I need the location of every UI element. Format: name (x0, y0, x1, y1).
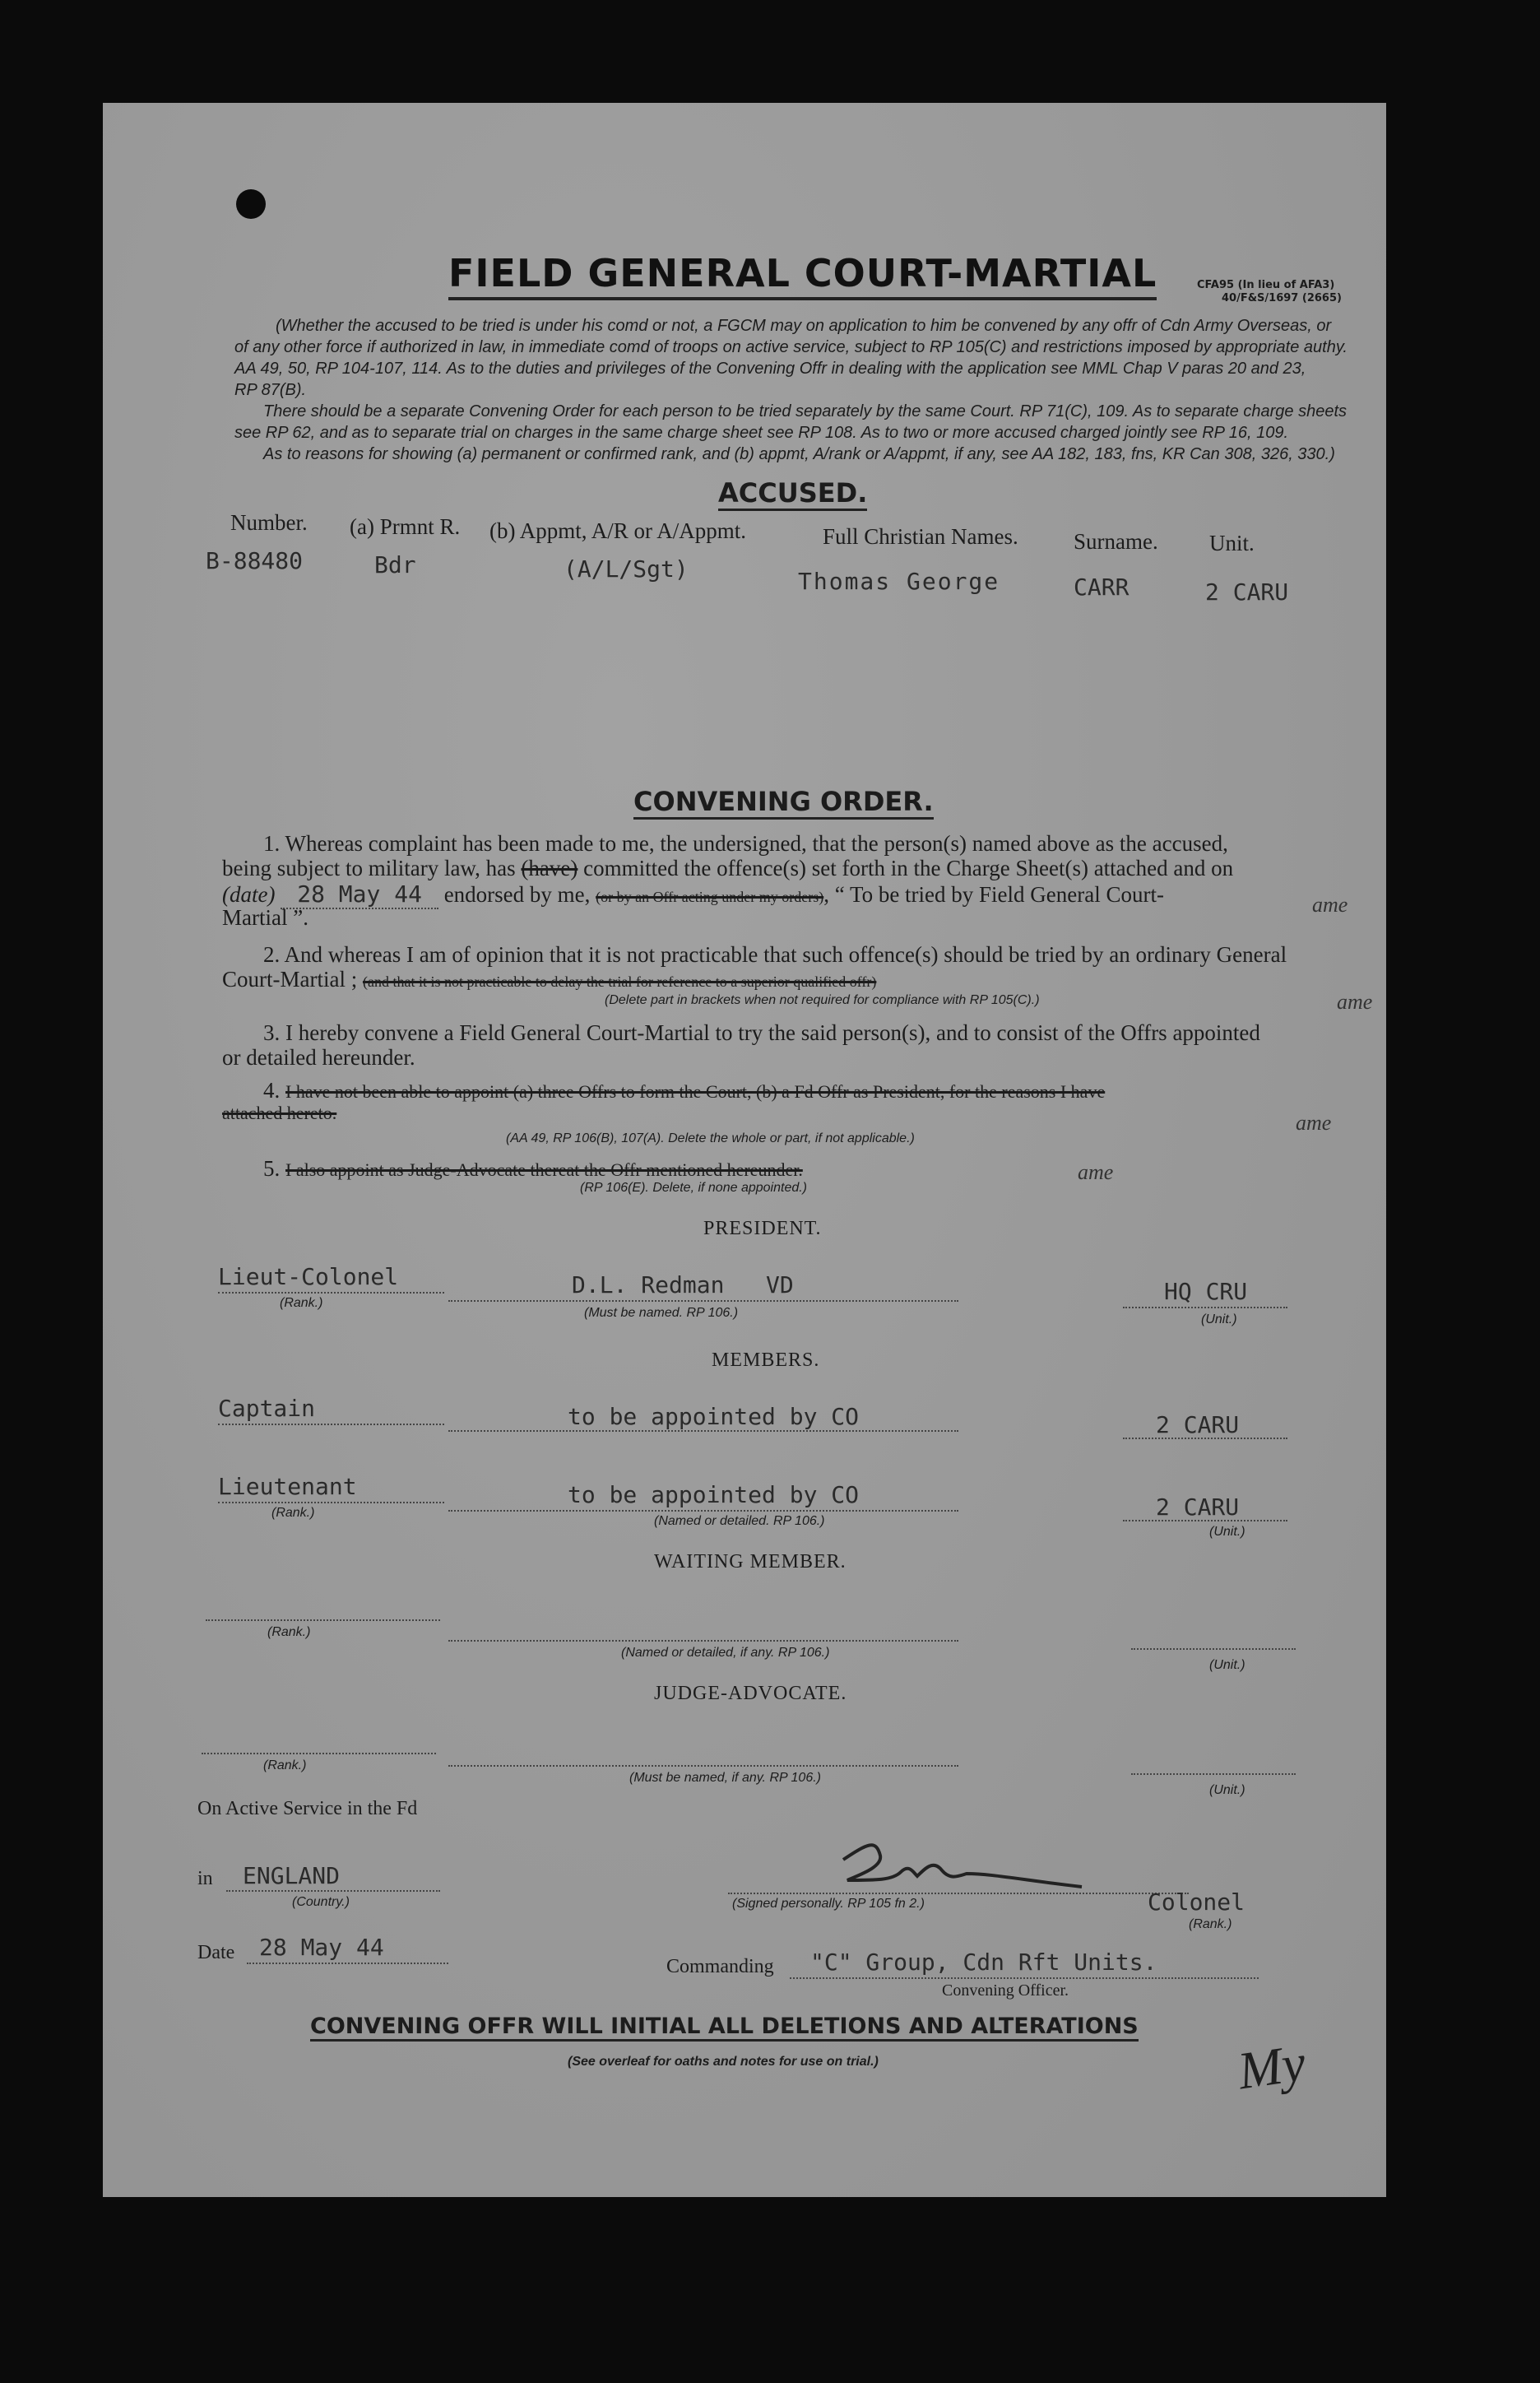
dotted-line (218, 1292, 444, 1294)
country-label: (Country.) (292, 1895, 350, 1909)
para-4-note: (AA 49, RP 106(B), 107(A). Delete the whole or part, if not applicable.) (506, 1131, 915, 1145)
members-heading: MEMBERS. (712, 1349, 820, 1371)
dotted-line (202, 1753, 436, 1754)
dotted-line (1131, 1773, 1296, 1775)
para-2-note: (Delete part in brackets when not required for compliance with RP 105(C).) (605, 993, 1040, 1007)
col-surname: Surname. (1074, 529, 1158, 554)
dotted-line (1123, 1520, 1287, 1521)
accused-surname: CARR (1074, 574, 1129, 601)
note-line: As to reasons for showing (a) permanent or confirmed rank, and (b) appmt, A/rank or A/appmt, if any, see AA 182, 183, fns, KR Can 308, 326, 330.) (263, 445, 1335, 463)
document-page (103, 103, 1386, 2197)
convening-heading: CONVENING ORDER. (633, 786, 934, 820)
para-4-number: 4. (263, 1078, 281, 1103)
initials-mark: ame (1337, 990, 1373, 1014)
para-1-line: Martial ”. (222, 905, 308, 930)
in-label: in (197, 1868, 213, 1889)
dotted-line (226, 1890, 440, 1892)
date-label: Date (197, 1942, 235, 1963)
para-1-text: endorsed by me, (443, 882, 591, 907)
accused-unit: 2 CARU (1205, 578, 1289, 606)
struck-text: attached hereto. (222, 1103, 337, 1123)
waiting-member-heading: WAITING MEMBER. (654, 1551, 847, 1572)
convening-officer-label: Convening Officer. (942, 1981, 1069, 2000)
para-3-line: or detailed hereunder. (222, 1045, 415, 1070)
para-4-line (263, 1078, 1105, 1103)
initials-mark: ame (1312, 893, 1348, 917)
signer-rank: Colonel (1148, 1888, 1245, 1916)
rank-label: (Rank.) (280, 1296, 323, 1310)
unit-label: (Unit.) (1201, 1312, 1237, 1326)
note-line: RP 87(B). (234, 381, 307, 399)
col-number: Number. (230, 510, 308, 535)
accused-heading: ACCUSED. (718, 477, 867, 511)
rank-label: (Rank.) (271, 1506, 315, 1520)
note-line: of any other force if authorized in law, in immediate comd of troops on active service, subject to RP 105(C) and restrictions imposed by appropriate authy. (234, 338, 1348, 356)
para-2-line (222, 967, 876, 992)
name-label: (Must be named, if any. RP 106.) (629, 1771, 821, 1785)
margin-initials: My (1234, 2032, 1310, 2101)
judge-advocate-heading: JUDGE-ADVOCATE. (654, 1683, 847, 1704)
form-code-2: 40/F&S/1697 (2665) (1222, 292, 1342, 304)
punch-hole (236, 189, 266, 219)
member-2-unit: 2 CARU (1156, 1493, 1240, 1521)
dotted-line (218, 1424, 444, 1425)
dotted-line (448, 1300, 958, 1302)
member-1-unit: 2 CARU (1156, 1411, 1240, 1438)
col-unit: Unit. (1209, 531, 1255, 555)
para-1-line: 1. Whereas complaint has been made to me, the undersigned, that the person(s) named above as the accused, (263, 831, 1228, 856)
col-christian-names: Full Christian Names. (823, 524, 1018, 549)
dotted-line (1123, 1438, 1287, 1439)
accused-number: B-88480 (206, 547, 304, 574)
para-5-number: 5. (263, 1156, 281, 1181)
initial-warning: CONVENING OFFR WILL INITIAL ALL DELETIONS AND ALTERATIONS (310, 2014, 1139, 2042)
para-3-line: 3. I hereby convene a Field General Court-Martial to try the said person(s), and to consist of the Offrs appointed (263, 1020, 1260, 1045)
dotted-line (448, 1510, 958, 1512)
para-1-text: committed the offence(s) set forth in the Charge Sheet(s) attached and on (583, 856, 1234, 880)
struck-text: I also appoint as Judge-Advocate thereat the Offr mentioned hereunder. (285, 1159, 803, 1180)
para-1-text: , “ To be tried by Field General Court- (823, 882, 1164, 907)
accused-christian-names: Thomas George (798, 568, 1000, 595)
country-value: ENGLAND (243, 1862, 341, 1889)
dotted-line (728, 1893, 1189, 1894)
charge-date: 28 May 44 (281, 880, 438, 909)
signed-label: (Signed personally. RP 105 fn 2.) (732, 1897, 925, 1911)
commanding-label: Commanding (666, 1956, 774, 1977)
active-service-text: On Active Service in the Fd (197, 1798, 418, 1819)
para-1-line (222, 880, 1164, 908)
note-line: There should be a separate Convening Order for each person to be tried separately by the same Court. RP 71(C), 109. As to separate charge sheets (263, 402, 1348, 420)
dotted-line (247, 1963, 448, 1964)
accused-prmnt-rank: Bdr (374, 551, 416, 578)
struck-text: (and that it is not practicable to delay the trial for reference to a superior qualified offr) (362, 973, 877, 990)
para-1-line (222, 856, 1233, 881)
name-label: (Named or detailed. RP 106.) (654, 1514, 825, 1528)
struck-text: (have) (521, 856, 578, 880)
note-line: see RP 62, and as to separate trial on charges in the same charge sheet see RP 108. As to two or more accused charged jointly see RP 16, 109. (234, 424, 1289, 442)
para-2-text: Court-Martial ; (222, 967, 358, 992)
dotted-line (1123, 1307, 1287, 1308)
president-name: D.L. Redman VD (572, 1271, 794, 1298)
para-1-text: being subject to military law, has (222, 856, 516, 880)
rank-label: (Rank.) (267, 1625, 311, 1639)
unit-label: (Unit.) (1209, 1658, 1245, 1672)
date-label: (date) (222, 882, 276, 907)
president-unit: HQ CRU (1164, 1278, 1248, 1305)
dotted-line (790, 1977, 1259, 1979)
member-1-name: to be appointed by CO (568, 1403, 860, 1430)
dotted-line (448, 1640, 958, 1642)
struck-text: (or by an Offr acting under my orders) (596, 889, 824, 905)
name-label: (Named or detailed, if any. RP 106.) (621, 1646, 830, 1660)
initials-mark: ame (1296, 1111, 1332, 1135)
note-line: AA 49, 50, RP 104-107, 114. As to the duties and privileges of the Convening Offr in dealing with the application see MML Chap V paras 20 and 23, (234, 360, 1306, 378)
dotted-line (448, 1430, 958, 1432)
signer-rank-label: (Rank.) (1189, 1917, 1232, 1931)
form-title: FIELD GENERAL COURT-MARTIAL (448, 251, 1157, 300)
para-5-note: (RP 106(E). Delete, if none appointed.) (580, 1181, 808, 1195)
dotted-line (206, 1619, 440, 1621)
form-code: CFA95 (In lieu of AFA3) (1197, 279, 1335, 291)
dotted-line (448, 1765, 958, 1767)
para-2-line: 2. And whereas I am of opinion that it is not practicable that such offence(s) should be tried by an ordinary General (263, 942, 1287, 967)
overleaf-note: (See overleaf for oaths and notes for use on trial.) (568, 2055, 879, 2069)
president-rank: Lieut-Colonel (218, 1263, 399, 1290)
convening-date: 28 May 44 (259, 1934, 384, 1961)
note-line: (Whether the accused to be tried is under his comd or not, a FGCM may on application to him be convened by any offr of Cdn Army Overseas, or (276, 317, 1332, 335)
col-prmnt-rank: (a) Prmnt R. (350, 514, 461, 539)
struck-text: I have not been able to appoint (a) three Offrs to form the Court, (b) a Fd Offr as President, for the reasons I have (285, 1081, 1106, 1102)
unit-label: (Unit.) (1209, 1783, 1245, 1797)
member-2-rank: Lieutenant (218, 1473, 357, 1500)
accused-appmt: (A/L/Sgt) (564, 555, 689, 583)
dotted-line (218, 1502, 444, 1503)
member-2-name: to be appointed by CO (568, 1481, 860, 1508)
unit-label: (Unit.) (1209, 1525, 1245, 1539)
name-label: (Must be named. RP 106.) (584, 1306, 739, 1320)
initials-mark: ame (1078, 1160, 1114, 1184)
dotted-line (1131, 1648, 1296, 1650)
member-1-rank: Captain (218, 1395, 316, 1422)
rank-label: (Rank.) (263, 1758, 307, 1772)
commanding-unit: "C" Group, Cdn Rft Units. (810, 1949, 1157, 1976)
president-heading: PRESIDENT. (703, 1218, 822, 1239)
para-5-line (263, 1156, 803, 1182)
col-appmt: (b) Appmt, A/R or A/Appmt. (489, 518, 747, 543)
